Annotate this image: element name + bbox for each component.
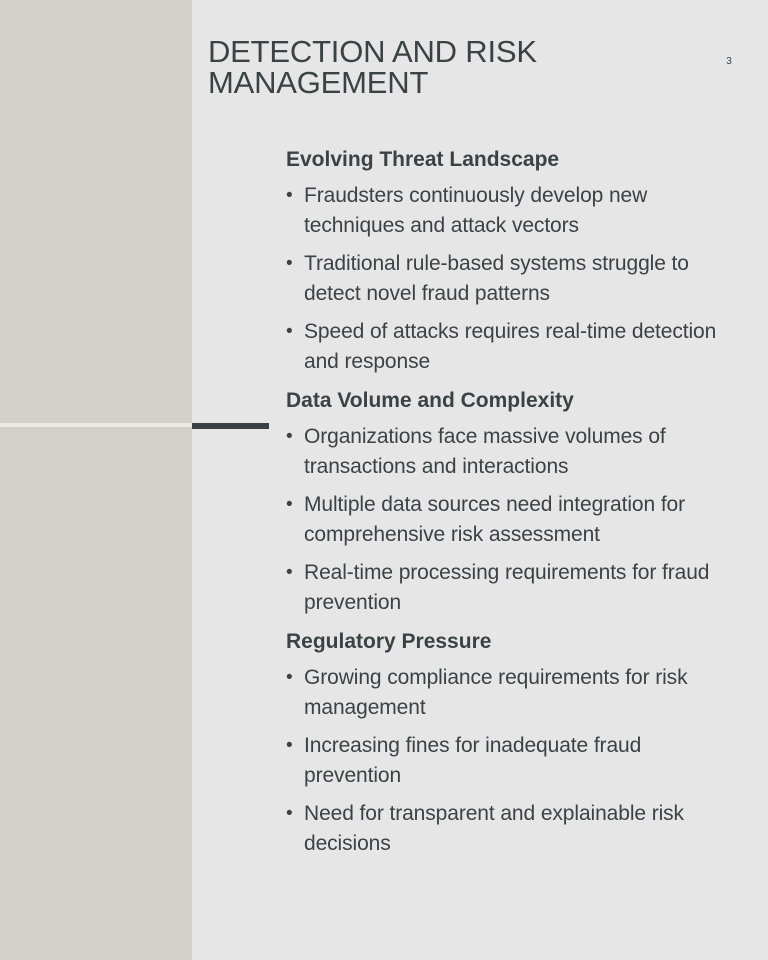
list-item	[286, 558, 736, 618]
bullet-text: Organizations face massive volumes of transactions and interactions	[304, 425, 666, 478]
bullet-text: Multiple data sources need integration for comprehensive risk assessment	[304, 493, 686, 546]
bullet-icon: •	[286, 562, 293, 583]
list-item	[286, 731, 736, 791]
section-heading: Regulatory Pressure	[286, 630, 492, 653]
bullet-list	[286, 181, 736, 377]
list-item	[286, 181, 736, 241]
list-item	[286, 317, 736, 377]
page-number: 3	[726, 56, 732, 67]
bullet-icon: •	[286, 735, 293, 756]
divider-rule-accent	[192, 423, 269, 429]
section-data-volume-and-complexity	[286, 385, 736, 618]
slide-content	[286, 144, 736, 867]
bullet-text: Increasing fines for inadequate fraud prevention	[304, 734, 642, 787]
bullet-icon: •	[286, 253, 293, 274]
slide-title: DETECTION AND RISK MANAGEMENT	[208, 34, 537, 100]
list-item	[286, 249, 736, 309]
list-item	[286, 663, 736, 723]
section-regulatory-pressure	[286, 626, 736, 859]
bullet-icon: •	[286, 667, 293, 688]
bullet-text: Real-time processing requirements for fraud prevention	[304, 561, 710, 614]
section-heading: Data Volume and Complexity	[286, 389, 574, 412]
bullet-list	[286, 422, 736, 618]
list-item	[286, 422, 736, 482]
bullet-text: Growing compliance requirements for risk management	[304, 666, 688, 719]
bullet-icon: •	[286, 321, 293, 342]
bullet-icon: •	[286, 803, 293, 824]
bullet-icon: •	[286, 494, 293, 515]
divider-rule-light	[0, 423, 192, 427]
section-evolving-threat-landscape	[286, 144, 736, 377]
side-panel	[0, 0, 192, 960]
bullet-text: Traditional rule-based systems struggle to detect novel fraud patterns	[304, 252, 689, 305]
bullet-text: Speed of attacks requires real-time detection and response	[304, 320, 717, 373]
bullet-text: Need for transparent and explainable risk decisions	[304, 802, 684, 855]
bullet-icon: •	[286, 426, 293, 447]
bullet-icon: •	[286, 185, 293, 206]
bullet-text: Fraudsters continuously develop new techniques and attack vectors	[304, 184, 648, 237]
list-item	[286, 490, 736, 550]
list-item	[286, 799, 736, 859]
section-heading: Evolving Threat Landscape	[286, 148, 560, 171]
bullet-list	[286, 663, 736, 859]
